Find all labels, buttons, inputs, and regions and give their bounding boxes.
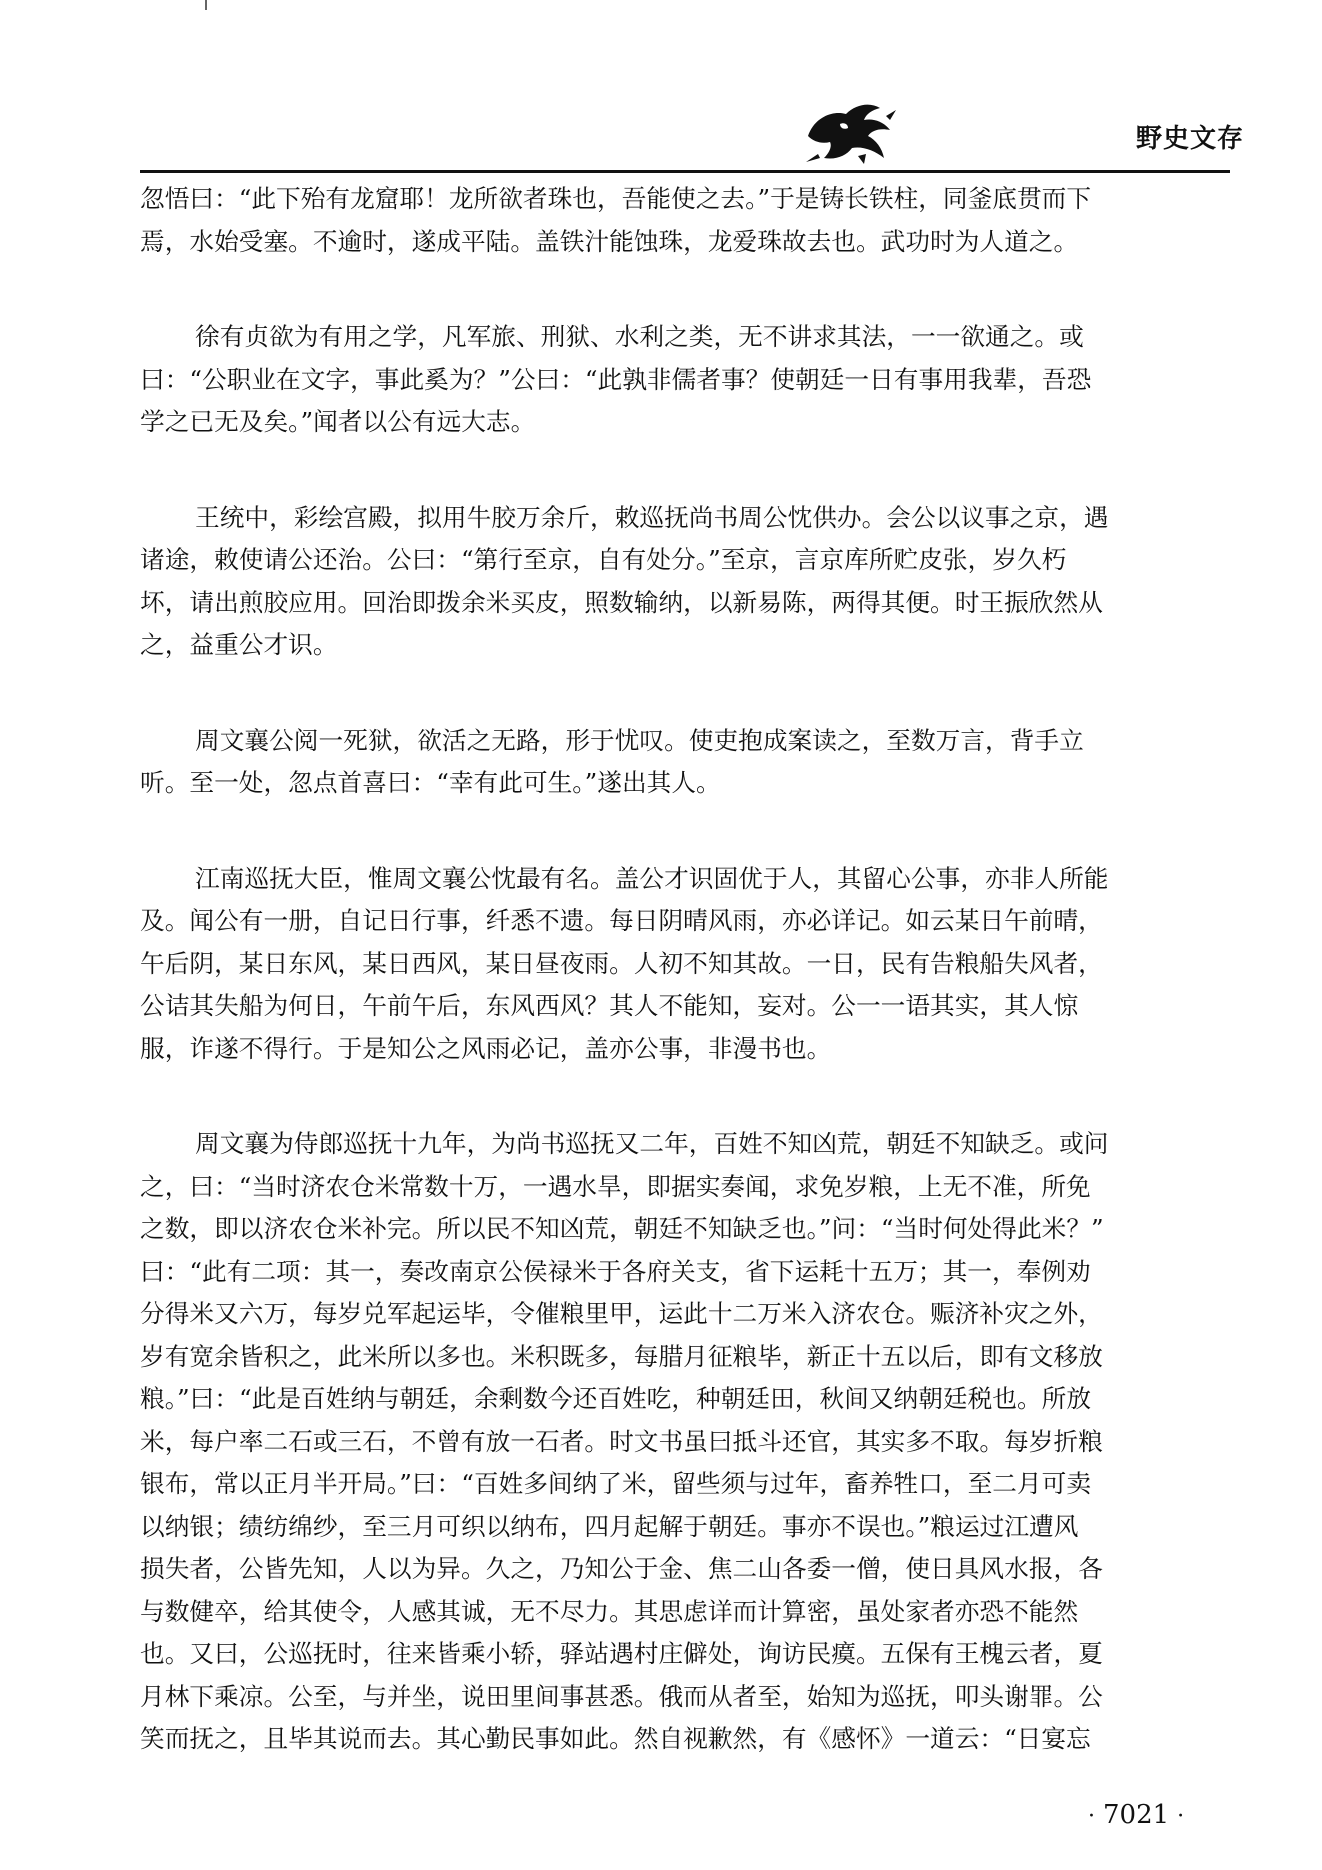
text-line: 王统中，彩绘宫殿，拟用牛胶万余斤，敕巡抚尚书周公忱供办。会公以议事之京，遇: [195, 502, 1109, 532]
text-line: 听。至一处，忽点首喜曰：“幸有此可生。”遂出其人。: [140, 768, 721, 797]
text-line: 及。闻公有一册，自记日行事，纤悉不遗。每日阴晴风雨，亦必详记。如云某日午前晴，: [140, 906, 1103, 935]
text-line: 公诘其失船为何日，午前午后，东风西风？其人不能知，妄对。公一一语其实，其人惊: [140, 991, 1079, 1020]
text-line: 午后阴，某日东风，某日西风，某日昼夜雨。人初不知其故。一日，民有告粮船失风者，: [140, 948, 1103, 978]
page-number-dot: ·: [1088, 1804, 1095, 1829]
text-line: 周文襄为侍郎巡抚十九年，为尚书巡抚又二年，百姓不知凶荒，朝廷不知缺乏。或问: [195, 1129, 1109, 1158]
text-line: 周文襄公阅一死狱，欲活之无路，形于忧叹。使吏抱成案读之，至数万言，背手立: [195, 725, 1084, 755]
text-line: 也。又曰，公巡抚时，往来皆乘小轿，驿站遇村庄僻处，询访民瘼。五保有王槐云者，夏: [140, 1639, 1103, 1668]
text-line: 诸途，敕使请公还治。公曰：“第行至京，自有处分。”至京，言京库所贮皮张，岁久朽: [140, 545, 1067, 574]
page-number-value: 7021: [1103, 1800, 1170, 1830]
paragraph: [140, 497, 1230, 667]
text-line: 江南巡抚大臣，惟周文襄公忱最有名。盖公才识固优于人，其留心公事，亦非人所能: [195, 863, 1109, 893]
page-header: [0, 0, 1322, 170]
text-line: 以纳银；绩纺绵纱，至三月可织以纳布，四月起解于朝廷。事亦不误也。”粮运过江遭风: [140, 1511, 1079, 1541]
text-line: 服，诈遂不得行。于是知公之风雨必记，盖亦公事，非漫书也。: [140, 1033, 832, 1063]
header-divider: [140, 170, 1230, 173]
main-text: [140, 178, 1230, 1814]
text-line: 曰：“公职业在文字，事此奚为？”公曰：“此孰非儒者事？使朝廷一日有事用我辈，吾恐: [140, 364, 1092, 394]
text-line: 之，益重公才识。: [140, 630, 338, 659]
text-line: 之，曰：“当时济农仓米常数十万，一遇水旱，即据实奏闻，求免岁粮，上无不准，所免: [140, 1171, 1091, 1201]
book-series-title: 野史文存: [1136, 124, 1245, 154]
dragon-emblem-icon: [800, 96, 898, 166]
paragraph: [140, 178, 1230, 263]
text-line: 焉，水始受塞。不逾时，遂成平陆。盖铁汁能蚀珠，龙爱珠故去也。武功时为人道之。: [140, 226, 1079, 256]
text-line: 之数，即以济农仓米补完。所以民不知凶荒，朝廷不知缺乏也。”问：“当时何处得此米？”: [140, 1214, 1104, 1243]
page-number-dot: ·: [1177, 1804, 1185, 1829]
text-line: 岁有宽余皆积之，此米所以多也。米积既多，每腊月征粮毕，新正十五以后，即有文移放: [140, 1341, 1103, 1371]
text-line: 与数健卒，给其使令，人感其诚，无不尽力。其思虑详而计算密，虽处家者亦恐不能然: [140, 1596, 1079, 1626]
text-line: 银布，常以正月半开局。”曰：“百姓多间纳了米，留些须与过年，畜养牲口，至二月可卖: [140, 1469, 1092, 1498]
text-line: 笑而抚之，且毕其说而去。其心勤民事如此。然自视歉然，有《感怀》一道云：“日宴忘: [140, 1724, 1091, 1753]
text-line: 忽悟曰：“此下殆有龙窟耶！龙所欲者珠也，吾能使之去。”于是铸长铁柱，同釜底贯而下: [140, 184, 1092, 213]
text-line: 分得米又六万，每岁兑军起运毕，令催粮里甲，运此十二万米入济农仓。赈济补灾之外，: [140, 1299, 1103, 1328]
paragraph: [140, 858, 1230, 1071]
text-line: 粮。”曰：“此是百姓纳与朝廷，余剩数今还百姓吃，种朝廷田，秋间又纳朝廷税也。所放: [140, 1384, 1092, 1413]
text-line: 坏，请出煎胶应用。回治即拨余米买皮，照数输纳，以新易陈，两得其便。时王振欣然从: [140, 587, 1103, 617]
text-line: 学之已无及矣。”闻者以公有远大志。: [140, 407, 536, 436]
page-number: [1080, 1800, 1192, 1830]
text-line: 曰：“此有二项：其一，奏改南京公侯禄米于各府关支，省下运耗十五万；其一，奉例劝: [140, 1256, 1091, 1286]
paragraph: [140, 316, 1230, 444]
text-line: 损失者，公皆先知，人以为异。久之，乃知公于金、焦二山各委一僧，使日具风水报，各: [140, 1554, 1103, 1583]
paragraph: [140, 720, 1230, 805]
text-line: 米，每户率二石或三石，不曾有放一石者。时文书虽曰抵斗还官，其实多不取。每岁折粮: [140, 1426, 1103, 1456]
text-line: 月林下乘凉。公至，与并坐，说田里间事甚悉。俄而从者至，始知为巡抚，叩头谢罪。公: [140, 1681, 1103, 1711]
paragraph: [140, 1123, 1230, 1761]
text-line: 徐有贞欲为有用之学，凡军旅、刑狱、水利之类，无不讲求其法，一一欲通之。或: [195, 322, 1084, 351]
